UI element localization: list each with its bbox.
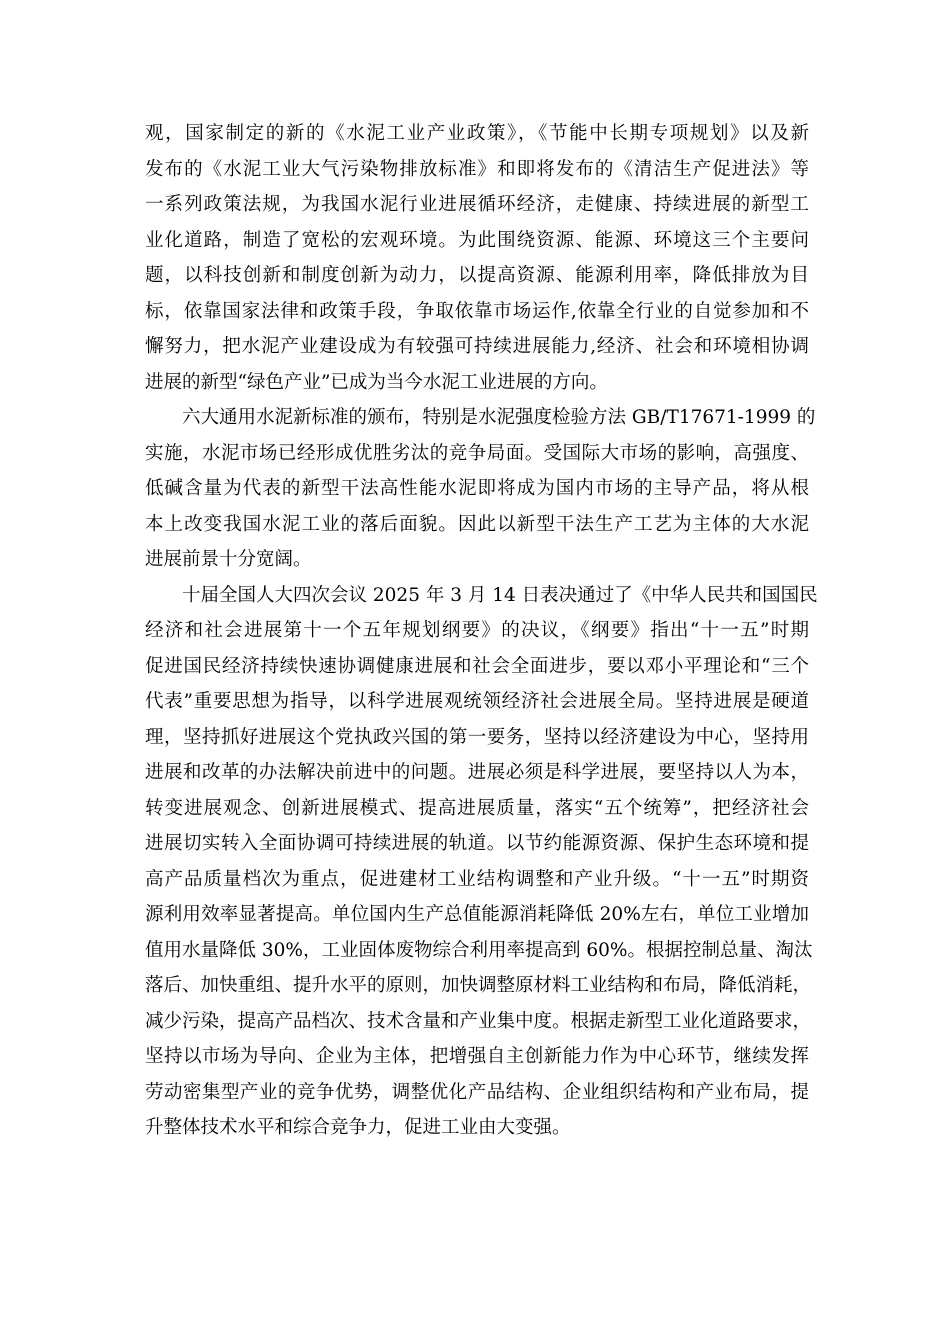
text-line: 代表”重要思想为指导，以科学进展观统领经济社会进展全局。坚持进展是硬道: [145, 691, 809, 712]
text-line: 观，国家制定的新的《水泥工业产业政策》，《节能中长期专项规划》以及新: [145, 123, 809, 144]
text-line: 进展切实转入全面协调可持续进展的轨道。以节约能源资源、保护生态环境和提: [145, 833, 809, 854]
text-line: 源利用效率显著提高。单位国内生产总值能源消耗降低 20%左右，单位工业增加: [145, 904, 809, 925]
text-line: 进展前景十分宽阔。: [145, 549, 312, 570]
text-line: 题，以科技创新和制度创新为动力，以提高资源、能源利用率，降低排放为目: [145, 265, 809, 286]
text-line: 转变进展观念、创新进展模式、提高进展质量，落实“五个统筹”，把经济社会: [145, 797, 809, 819]
text-line: 十届全国人大四次会议 2025 年 3 月 14 日表决通过了《中华人民共和国国民: [182, 584, 818, 606]
text-line: 值用水量降低 30%，工业固体废物综合利用率提高到 60%。根据控制总量、淘汰: [145, 939, 813, 961]
text-line: 业化道路，制造了宽松的宏观环境。为此围绕资源、能源、环境这三个主要问: [145, 229, 809, 251]
text-line: 发布的《水泥工业大气污染物排放标准》和即将发布的《清洁生产促进法》等: [145, 158, 809, 180]
paragraph-3: [145, 578, 818, 1146]
text-line: 进展的新型“绿色产业”已成为当今水泥工业进展的方向。: [145, 371, 608, 393]
text-line: 标，依靠国家法律和政策手段，争取依靠市场运作,依靠全行业的自觉参加和不: [145, 300, 809, 322]
paragraph-1: [145, 116, 809, 400]
text-line: 落后、加快重组、提升水平的原则，加快调整原材料工业结构和布局，降低消耗，: [145, 975, 812, 996]
text-line: 实施，水泥市场已经形成优胜劣汰的竞争局面。受国际大市场的影响，高强度、: [145, 442, 809, 464]
text-line: 六大通用水泥新标准的颁布，特别是水泥强度检验方法 GB/T17671-1999 的: [182, 407, 816, 428]
text-line: 理，坚持抓好进展这个党执政兴国的第一要务，坚持以经济建设为中心，坚持用: [145, 726, 809, 748]
text-line: 坚持以市场为导向、企业为主体，把增强自主创新能力作为中心环节，继续发挥: [145, 1046, 809, 1067]
text-line: 懈努力，把水泥产业建设成为有较强可持续进展能力,经济、社会和环境相协调: [145, 336, 809, 357]
text-line: 一系列政策法规，为我国水泥行业进展循环经济，走健康、持续进展的新型工: [145, 194, 809, 215]
text-line: 低碱含量为代表的新型干法高性能水泥即将成为国内市场的主导产品，将从根: [145, 478, 809, 499]
text-line: 本上改变我国水泥工业的落后面貌。因此以新型干法生产工艺为主体的大水泥: [145, 513, 809, 535]
paragraph-2: [145, 400, 816, 578]
text-line: 促进国民经济持续快速协调健康进展和社会全面进步，要以邓小平理论和“三个: [145, 655, 809, 677]
text-line: 进展和改革的办法解决前进中的问题。进展必须是科学进展，要坚持以人为本，: [145, 762, 809, 783]
text-line: 劳动密集型产业的竞争优势，调整优化产品结构、企业组织结构和产业布局，提: [145, 1081, 809, 1103]
document-body: [145, 116, 818, 1146]
text-line: 升整体技术水平和综合竞争力，促进工业由大变强。: [145, 1117, 571, 1138]
text-line: 经济和社会进展第十一个五年规划纲要》的决议，《纲要》指出“十一五”时期: [145, 620, 809, 641]
text-line: 高产品质量档次为重点，促进建材工业结构调整和产业升级。“十一五”时期资: [145, 868, 809, 890]
text-line: 减少污染，提高产品档次、技术含量和产业集中度。根据走新型工业化道路要求，: [145, 1010, 812, 1032]
